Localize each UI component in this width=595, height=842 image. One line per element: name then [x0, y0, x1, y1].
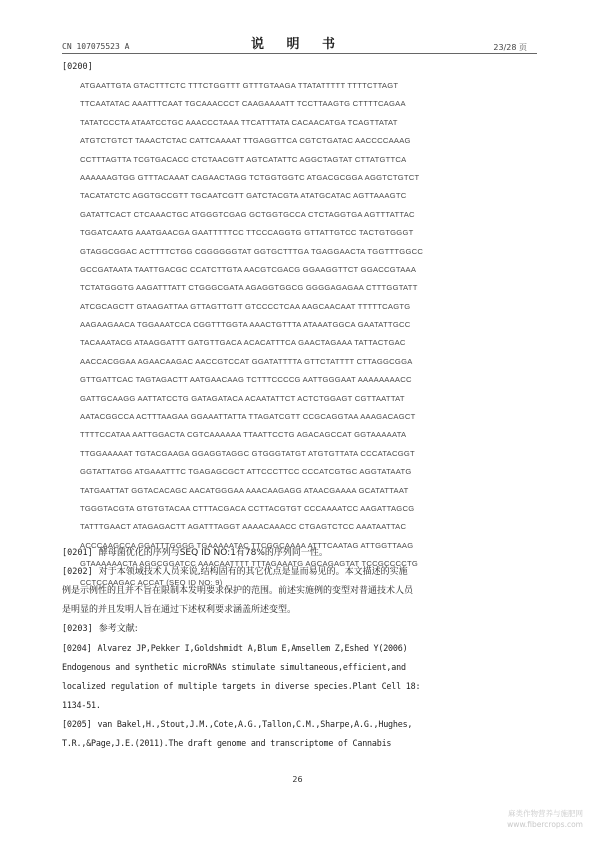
- sequence-line: TGGATCAATG AAATGAACGA GAATTTTTCC TTCCCAGGTG GTTATTGTCC TACTGTGGGT: [80, 228, 414, 238]
- sequence-line: TACATATCTC AGGTGCCGTT TGCAATCGTT GATCTACGTA ATATGCATAC AGTTAAAGTC: [80, 191, 407, 201]
- reference-line: localized regulation of multiple targets in diverse species.Plant Cell 18:: [62, 681, 421, 691]
- sequence-line: CCTTTAGTTA TCGTGACACC CTCTAACGTT AGTCATATTC AGGCTAGTAT CTTATGTTCA: [80, 154, 407, 164]
- paragraph-0205: [62, 715, 540, 753]
- sequence-line: TCTATGGGTG AAGATTTATT CTGGGCGATA AGAGGTGGCG GGGGAGAGAA CTTTGGTATT: [80, 283, 418, 293]
- reference-line: 1134-51.: [62, 700, 101, 710]
- reference-line: T.R.,&Page,J.E.(2011).The draft genome and transcriptome of Cannabis: [62, 738, 392, 748]
- paragraph-0202: [62, 563, 540, 620]
- paragraph-tag: [0201]: [62, 548, 93, 558]
- paragraph-line: 对于本领域技术人员来说,结构固有的其它优点是显而易见的。本文描述的实施: [98, 567, 408, 577]
- reference-line: Endogenous and synthetic microRNAs stimulate simultaneous,efficient,and: [62, 662, 406, 672]
- sequence-line: TATTTGAACT ATAGAGACTT AGATTTAGGT AAAACAAACC CTGAGTCTCC AAATAATTAC: [80, 522, 407, 532]
- sequence-line: GTAAAAAACTA AGGCGGATCC AAACAATTTT TTTAGAAATG AGCAGAGTAT TCCGCCCCTG: [80, 559, 419, 569]
- sequence-line: GATATTCACT CTCAAACTGC ATGGGTCGAG GCTGGTGCCA CTCTAGGTGA AGTTTATTAC: [80, 209, 415, 219]
- paragraph-tag: [0205]: [62, 720, 92, 730]
- dna-sequence-block: [80, 81, 540, 596]
- paragraph-0204: [62, 639, 540, 715]
- sequence-line: GATTGCAAGG AATTATCCTG GATAGATACA ACAATATTCT ACTCTGGAGT CGTTAATTAT: [80, 393, 405, 403]
- sequence-line: ATGTCTGTCT TAAACTCTAC CATTCAAAAT TTGAGGTTCA CGTCTGATAC AACCCCAAAG: [80, 136, 411, 146]
- sequence-line: TACAAATACG ATAAGGATTT GATGTTGACA ACACATTTCA GAACTAGAAA TATTACTGAC: [80, 338, 406, 348]
- paragraph-text: 酵母菌优化的序列与SEQ ID NO:1有78%的序列同一性。: [98, 548, 328, 558]
- paragraph-line: 例是示例性的且并不旨在限制本发明要求保护的范围。前述实施例的变型对普通技术人员: [62, 586, 414, 596]
- paragraph-0203: [62, 620, 540, 639]
- sequence-line: AATACGGCCA ACTTTAAGAA GGAAATTATTA TTAGATCGTT CCGCAGGTAA AAAGACAGCT: [80, 412, 416, 422]
- sequence-line: ATCGCAGCTT GTAAGATTAA GTTAGTTGTT GTCCCCTCAA AAGCAACAAT TTTTTCAGTG: [80, 301, 411, 311]
- patent-number: CN 107075523 A: [62, 42, 130, 51]
- sequence-line: GGTATTATGG ATGAAATTTC TGAGAGCGCT ATTCCCTTCC CCCATCGTGC AGGTATAATG: [80, 467, 412, 477]
- sequence-line: AAAAAAGTGG GTTTACAAAT CAGAACTAGG TCTGGTGGTC ATGACGCGGA AGGTCTGTCT: [80, 172, 420, 182]
- sequence-line: AACCACGGAA AGAACAAGAC AACCGTCCAT GGATATTTTA GTTCTATTTT CTTAGGCGGA: [80, 356, 413, 366]
- paragraph-tag: [0202]: [62, 567, 93, 577]
- reference-line: Alvarez JP,Pekker I,Goldshmidt A,Blum E,Amsellem Z,Eshed Y(2006): [97, 643, 408, 653]
- watermark-url: www.fibercrops.com: [507, 820, 583, 829]
- paragraph-tag: [0204]: [62, 644, 92, 654]
- site-watermark: [507, 808, 583, 830]
- sequence-line: GCCGATAATA TAATTGACGC CCATCTTGTA AACGTCGACG GGAAGGTTCT GGACCGTAAA: [80, 264, 417, 274]
- sequence-line: TATGAATTAT GGTACACAGC AACATGGGAA AAACAAGAGG ATAACGAAAA GCATATTAAT: [80, 485, 409, 495]
- paragraph-tag-0200: [0200]: [62, 62, 93, 72]
- sequence-line: GTAGGCGGAC ACTTTTCTGG CGGGGGGTAT GGTGCTTTGA TGAGGAACTA TGGTTTGGCC: [80, 246, 424, 256]
- sequence-line: CCTCCAAGAC ACCAT (SEQ ID NO: 9): [80, 577, 223, 587]
- sequence-line: GTTGATTCAC TAGTAGACTT AATGAACAAG TCTTTCCCCG AATTGGGAAT AAAAAAAACC: [80, 375, 412, 385]
- sequence-line: TTCAATATAC AAATTTCAAT TGCAAACCCT CAAGAAAATT TCCTTAAGTG CTTTTCAGAA: [80, 99, 406, 109]
- paragraph-line: 是明显的并且发明人旨在通过下述权利要求涵盖所述变型。: [62, 605, 297, 615]
- sequence-line: TTTTCCATAA AATTGGACTA CGTCAAAAAA TTAATTCCTG AGACAGCCAT GGTAAAAATA: [80, 430, 407, 440]
- header-divider: [62, 53, 537, 54]
- paragraph-0201: [62, 544, 540, 563]
- references-heading: 参考文献:: [98, 624, 138, 634]
- reference-line: van Bakel,H.,Stout,J.M.,Cote,A.G.,Tallon,C.M.,Sharpe,A.G.,Hughes,: [97, 719, 413, 729]
- sequence-line: AAGAAGAACA TGGAAATCCA CGGTTTGGTA AAACTGTTTA ATAAATGGCA GAATATTGCC: [80, 320, 411, 330]
- page-title: 说 明 书: [250, 37, 345, 52]
- page-number: 26: [292, 775, 303, 784]
- sequence-line: ACCCAAGCCA GGATTTGGGG TGAAAAATAC TTCGGCAAAA ATTTCAATAG ATTGGTTAAG: [80, 540, 414, 550]
- sequence-line: ATGAATTGTA GTACTTTCTC TTTCTGGTTT GTTTGTAAGA TTATATTTTT TTTTCTTAGT: [80, 81, 399, 90]
- sequence-line: TGGGTACGTA GTGTGTACAA CTTTACGACA CCTTACGTGT CCCAAAATCC AAGATTAGCG: [80, 503, 415, 513]
- page-counter: 23/28 页: [493, 43, 527, 52]
- paragraph-tag: [0203]: [62, 624, 93, 634]
- watermark-title: 麻类作物营养与施肥网: [508, 809, 583, 818]
- sequence-line: TTGGAAAAAT TGTACGAAGA GGAGGTAGGC GTGGGTATGT ATGTGTTATA CCCATACGGT: [80, 448, 415, 458]
- sequence-line: TATATCCCTA ATAATCCTGC AAACCCTAAA TTCATTTATA CACAACATGA TCAGTTATAT: [80, 117, 398, 127]
